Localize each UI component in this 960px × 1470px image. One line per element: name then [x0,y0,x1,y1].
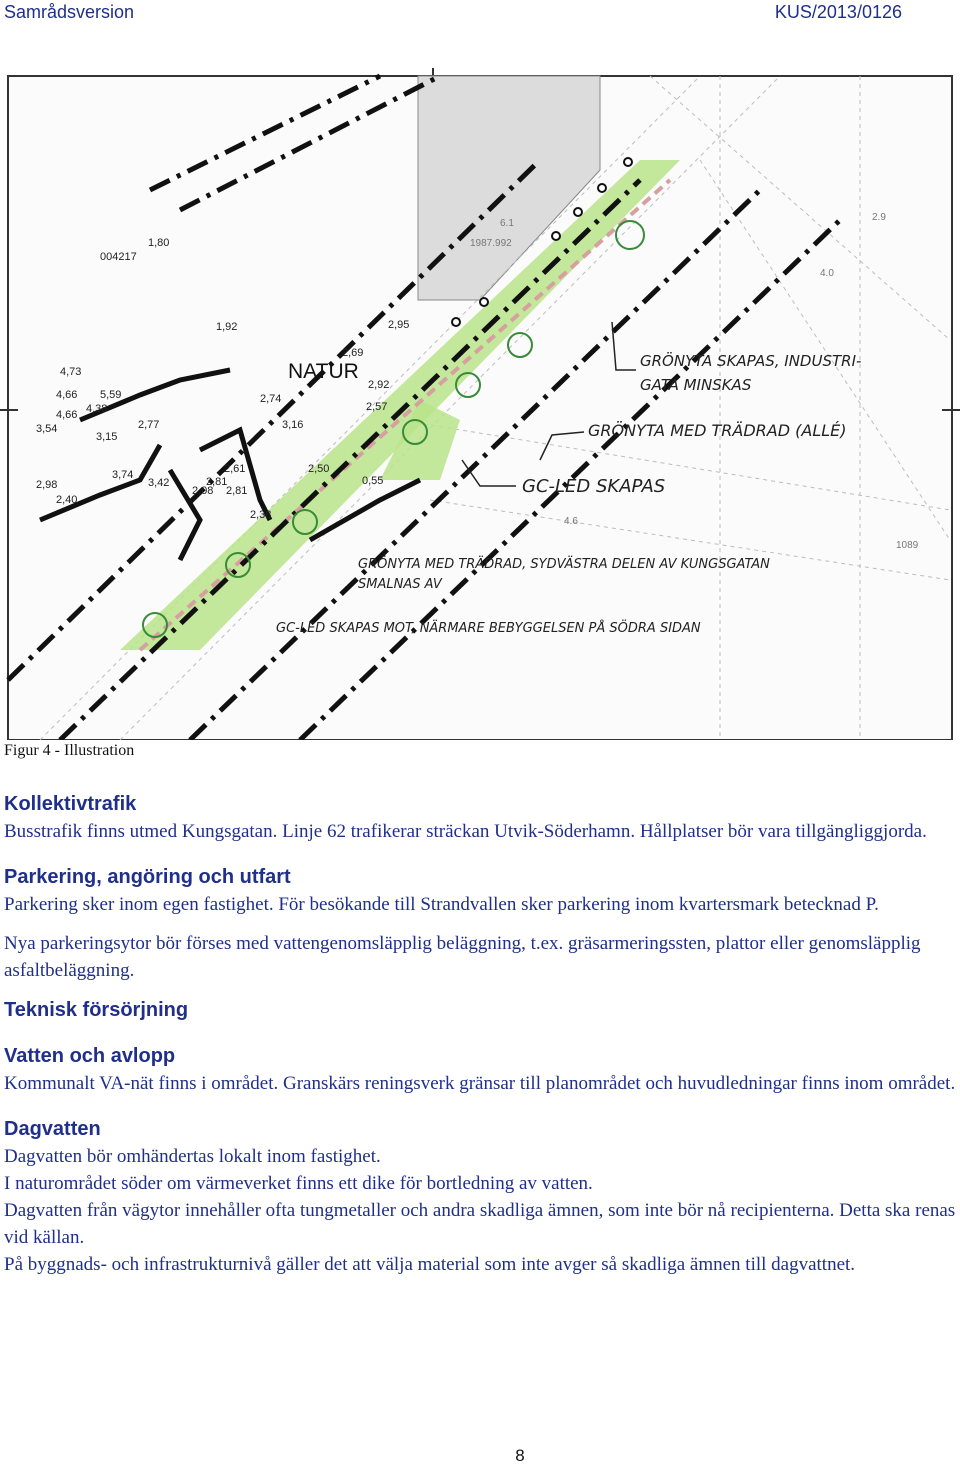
map-label-6: 4,66 [56,389,78,401]
grid-label-6: 1089 [896,540,919,551]
map-label-2: 004217 [100,251,137,263]
map-label-19: 3,42 [148,477,170,489]
natur-label: NATUR [288,360,359,383]
map-label-22: 2,08 [192,485,214,497]
map-label-12: 2,77 [138,419,160,431]
map-label-13: 2,74 [260,393,282,405]
map-label-7: 5,59 [100,389,122,401]
note-4a: GRÖNYTA MED TRÄDRAD, SYDVÄSTRA DELEN AV KUNGSGATAN [358,557,770,572]
note-1a: GRÖNYTA SKAPAS, INDUSTRI- [640,352,862,370]
map-label-14: 2,92 [368,379,390,391]
map-label-17: 3,16 [282,419,304,431]
map-label-4: 2,69 [342,347,364,359]
header-right: KUS/2013/0126 [774,2,902,22]
map-label-9: 4,66 [56,409,78,421]
heading-parkering: Parkering, angöring och utfart [4,866,291,888]
map-label-25: 2,38 [250,509,272,521]
map-label-10: 3,54 [36,423,58,435]
text-parkering-1: Parkering sker inom egen fastighet. För besökande till Strandvallen sker parkering inom kvartersmark betecknad P. [4,894,879,915]
grid-label-1: 6.1 [500,218,514,229]
heading-vatten: Vatten och avlopp [4,1045,176,1067]
document-body [4,790,956,1278]
map-label-21: 2,81 [206,476,228,488]
heading-kollektivtrafik: Kollektivtrafik [4,793,137,815]
map-illustration [0,40,960,740]
map-label-1: 1,80 [148,237,170,249]
map-label-20: 2,61 [224,463,246,475]
text-dagvatten-3: Dagvatten från vägytor innehåller ofta tungmetaller och andra skadliga ämnen, som inte bör nå recipienterna. Detta ska renas vid källan. [4,1200,956,1248]
map-label-8: 4,38 [86,403,108,415]
map-label-27: 2,40 [56,494,78,506]
note-2: GRÖNYTA MED TRÄDRAD (ALLÉ) [588,421,847,440]
map-label-3: 1,92 [216,321,238,333]
heading-dagvatten: Dagvatten [4,1118,101,1140]
map-label-23: 2,81 [226,485,248,497]
grid-label-5: 4.6 [564,516,578,527]
grid-label-4: 4.0 [820,268,834,279]
text-parkering-2: Nya parkeringsytor bör förses med vattengenomsläpplig beläggning, t.ex. gräsarmeringssten, plattor eller genomsläpplig asfaltbeläggning. [4,933,921,981]
text-dagvatten-1: Dagvatten bör omhändertas lokalt inom fastighet. [4,1146,381,1167]
note-5: GC-LED SKAPAS MOT, NÄRMARE BEBYGGELSEN PÅ SÖDRA SIDAN [276,621,701,636]
map-label-24: 2,50 [308,463,330,475]
text-vatten: Kommunalt VA-nät finns i området. Granskärs reningsverk gränsar till planområdet och huvudledningar finns inom området. [4,1073,956,1094]
header-left: Samrådsversion [4,2,135,22]
note-1b: GATA MINSKAS [640,376,752,394]
figure-caption: Figur 4 - Illustration [4,742,135,759]
map-label-18: 3,74 [112,469,134,481]
text-dagvatten-2: I naturområdet söder om värmeverket finns ett dike för bortledning av vatten. [4,1173,593,1194]
map-label-11: 3,15 [96,431,118,443]
text-kollektivtrafik: Busstrafik finns utmed Kungsgatan. Linje 62 trafikerar sträckan Utvik-Söderhamn. Hållplatser bör vara tillgängliggjorda. [4,821,927,842]
page-number: 8 [515,1446,525,1465]
map-label-16: 2,95 [388,319,410,331]
map-label-28: 0,55 [362,475,384,487]
note-4b: SMALNAS AV [358,577,442,592]
note-3: GC-LED SKAPAS [522,476,666,497]
grid-label-3: 2.9 [872,212,886,223]
map-label-26: 2,98 [36,479,58,491]
map-svg [0,40,960,740]
grid-label-2: 1987.992 [470,238,512,249]
map-label-5: 4,73 [60,366,82,378]
heading-teknisk: Teknisk försörjning [4,999,189,1021]
map-label-15: 2,57 [366,401,388,413]
text-dagvatten-4: På byggnads- och infrastrukturnivå gäller det att välja material som inte avger så skadliga ämnen till dagvattnet. [4,1254,856,1275]
